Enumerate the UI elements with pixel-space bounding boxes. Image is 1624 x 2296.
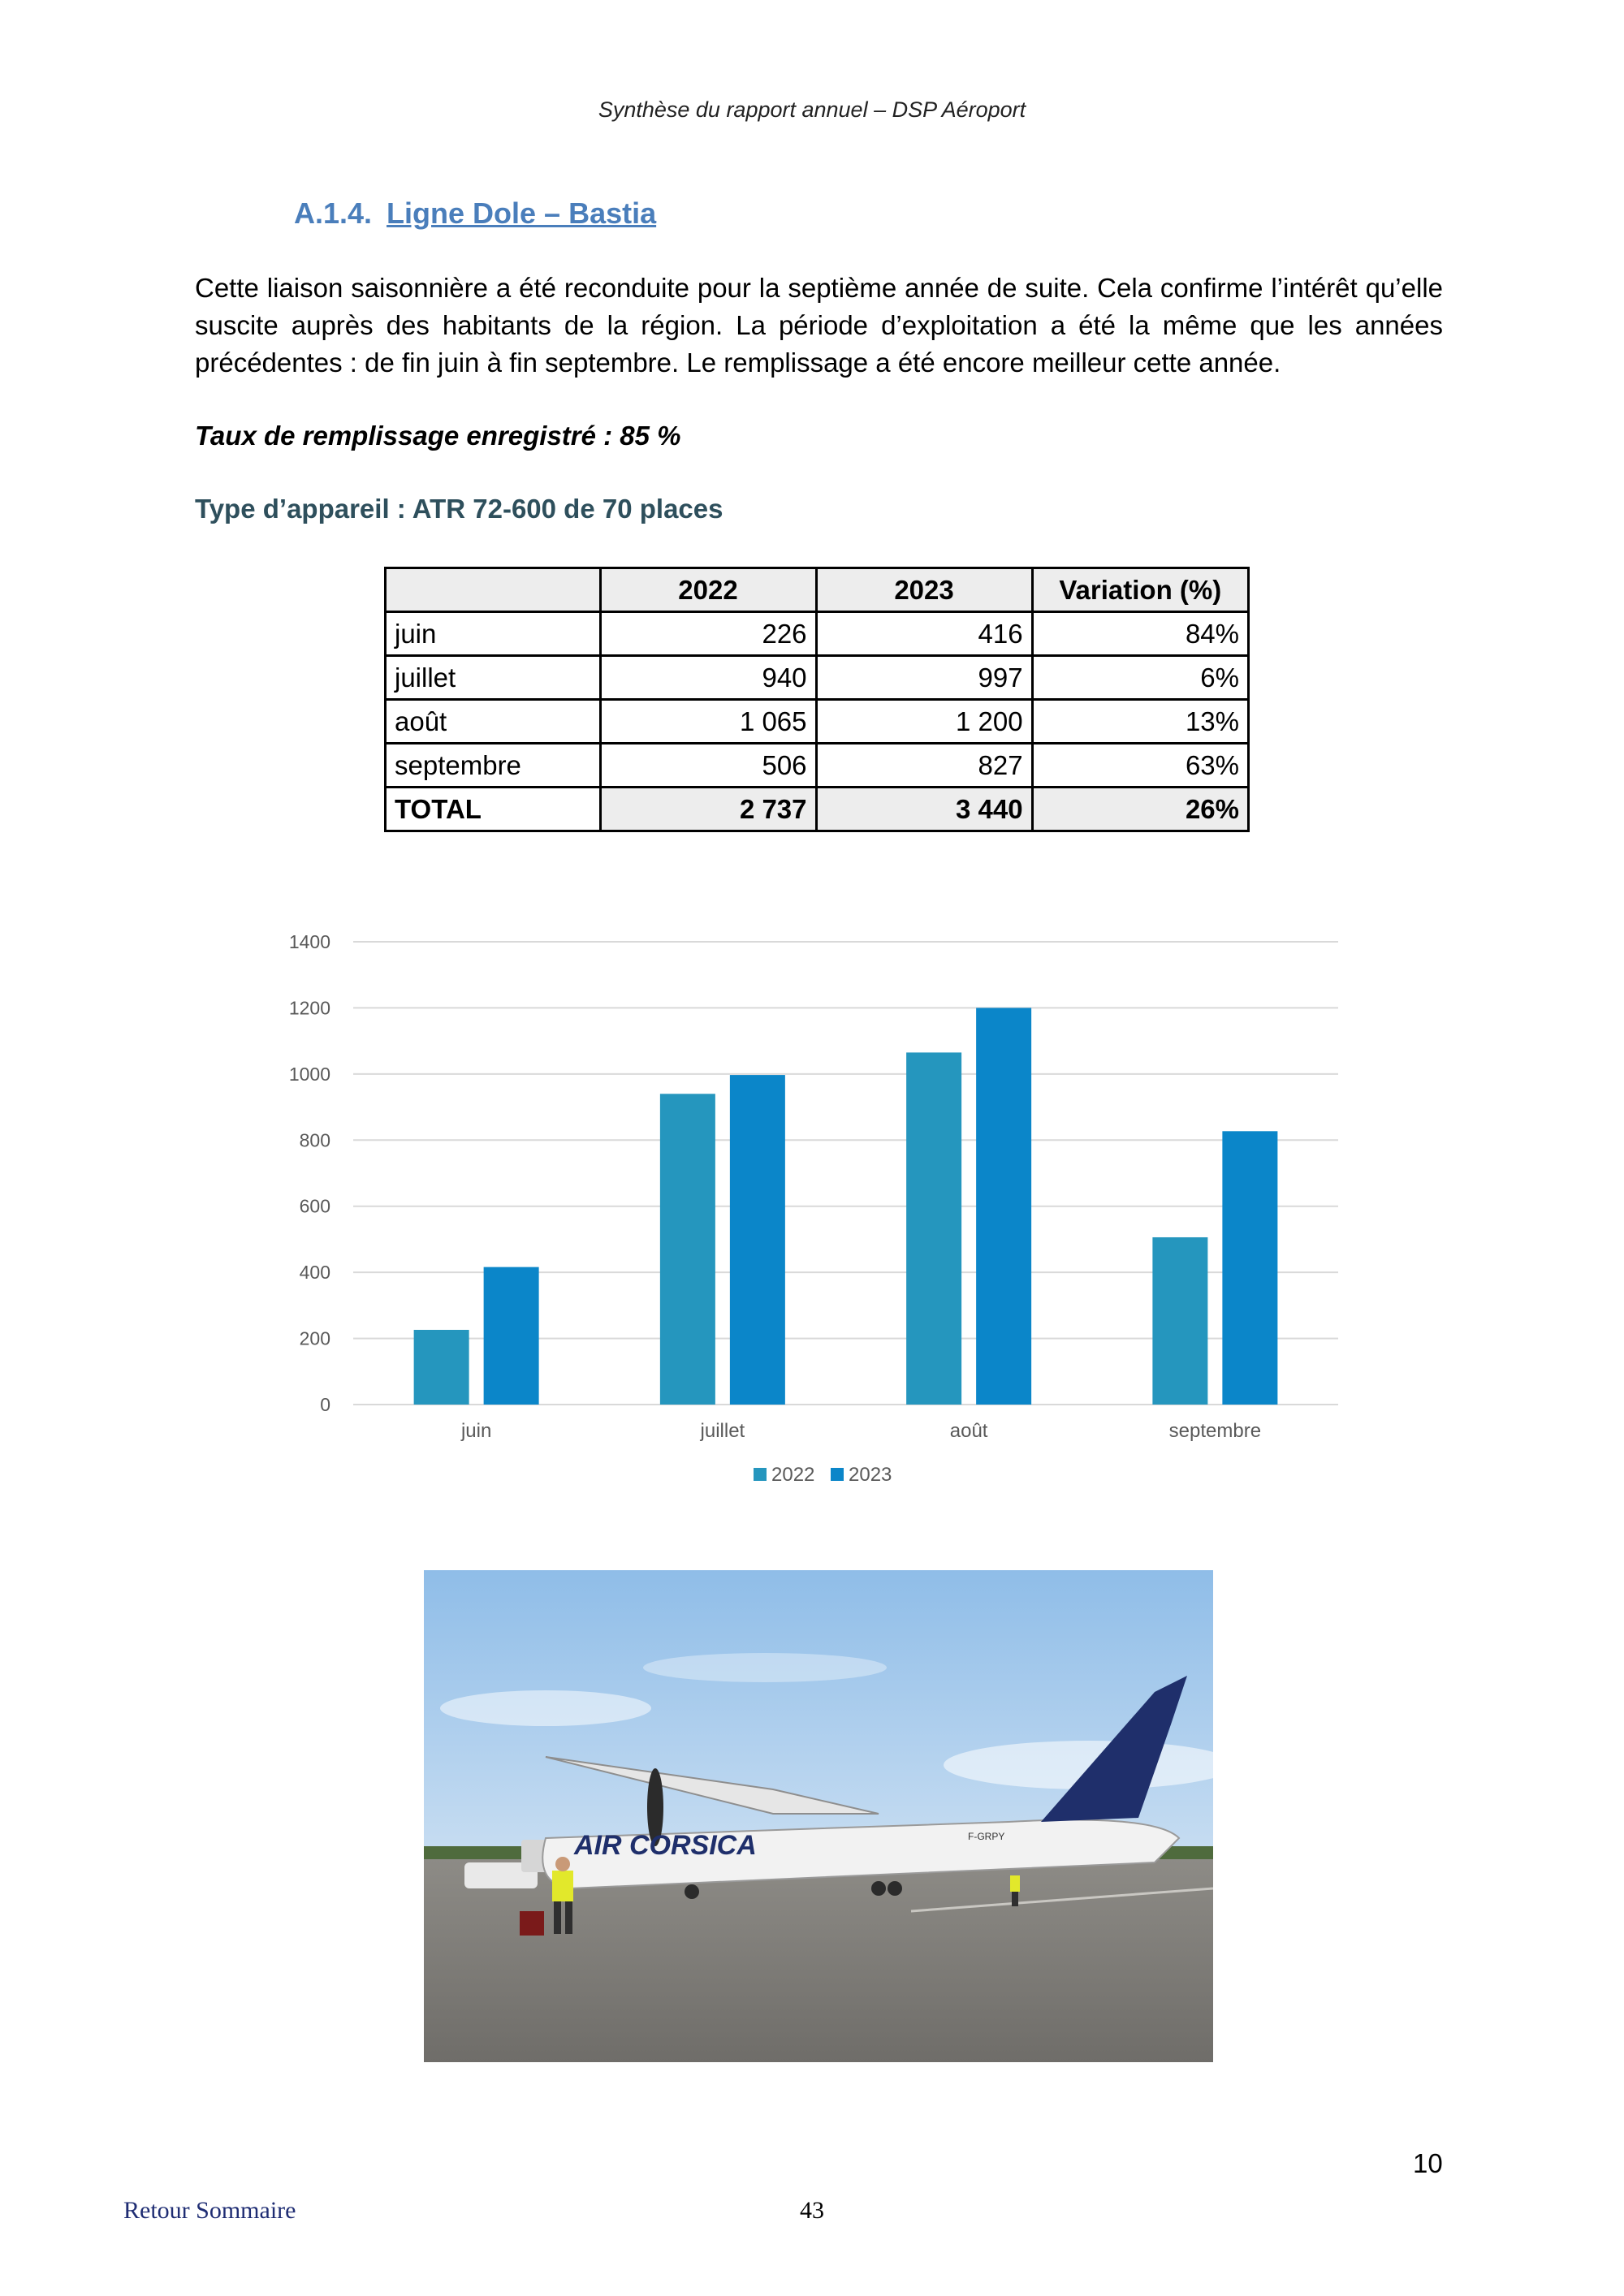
table-cell-month: juillet bbox=[386, 656, 601, 700]
table-cell-2022: 226 bbox=[600, 612, 816, 656]
x-tick-label: août bbox=[949, 1420, 988, 1442]
section-title-link[interactable]: Ligne Dole – Bastia bbox=[387, 196, 657, 230]
footer-page-number: 43 bbox=[800, 2197, 824, 2224]
x-tick-label: septembre bbox=[1168, 1420, 1262, 1442]
table-cell-2023: 1 200 bbox=[816, 700, 1032, 744]
y-tick-label: 1200 bbox=[288, 997, 330, 1019]
y-tick-label: 800 bbox=[299, 1129, 330, 1151]
table-total-2022: 2 737 bbox=[600, 788, 816, 831]
y-tick-label: 200 bbox=[299, 1327, 330, 1349]
back-to-summary-link[interactable]: Retour Sommaire bbox=[123, 2197, 296, 2224]
table-cell-month: août bbox=[386, 700, 601, 744]
table-cell-month: juin bbox=[386, 612, 601, 656]
bar-2023-août bbox=[976, 1008, 1031, 1405]
table-cell-month: septembre bbox=[386, 744, 601, 788]
table-row bbox=[386, 656, 1249, 700]
table-cell-variation: 63% bbox=[1032, 744, 1248, 788]
table-cell-variation: 13% bbox=[1032, 700, 1248, 744]
bar-2023-juillet bbox=[730, 1075, 785, 1405]
y-tick-label: 400 bbox=[299, 1262, 330, 1284]
table-cell-2022: 506 bbox=[600, 744, 816, 788]
table-total-row bbox=[386, 788, 1249, 831]
legend-swatch bbox=[754, 1468, 767, 1481]
bar-2023-juin bbox=[484, 1267, 539, 1405]
legend-label: 2022 bbox=[771, 1464, 815, 1486]
y-tick-label: 600 bbox=[299, 1195, 330, 1217]
table-cell-variation: 84% bbox=[1032, 612, 1248, 656]
section-number: A.1.4. bbox=[294, 196, 373, 230]
table-header-cell: 2022 bbox=[600, 568, 816, 612]
bar-2023-septembre bbox=[1222, 1131, 1277, 1405]
table-header-cell: Variation (%) bbox=[1032, 568, 1248, 612]
page-number: 10 bbox=[1413, 2148, 1443, 2178]
table-cell-2023: 416 bbox=[816, 612, 1032, 656]
fill-rate-text: Taux de remplissage enregistré : 85 % bbox=[195, 421, 681, 451]
table-row bbox=[386, 612, 1249, 656]
table-cell-2022: 940 bbox=[600, 656, 816, 700]
monthly-traffic-bar-chart bbox=[268, 917, 1356, 1502]
legend-swatch bbox=[831, 1468, 844, 1481]
table-total-variation: 26% bbox=[1032, 788, 1248, 831]
table-total-2023: 3 440 bbox=[816, 788, 1032, 831]
table-total-label: TOTAL bbox=[386, 788, 601, 831]
x-tick-label: juillet bbox=[700, 1420, 745, 1442]
y-tick-label: 0 bbox=[320, 1394, 330, 1415]
aircraft-livery-text: AIR CORSICA bbox=[574, 1830, 757, 1861]
aircraft-registration: F-GRPY bbox=[968, 1831, 1005, 1842]
page-header: Synthèse du rapport annuel – DSP Aéroport bbox=[598, 97, 1026, 122]
bar-2022-septembre bbox=[1152, 1237, 1207, 1405]
aircraft-photo bbox=[424, 1570, 1213, 2062]
bar-2022-juillet bbox=[660, 1094, 715, 1405]
x-tick-label: juin bbox=[460, 1420, 492, 1442]
table-header-row bbox=[386, 568, 1249, 612]
bar-2022-août bbox=[906, 1052, 961, 1405]
table-row bbox=[386, 744, 1249, 788]
table-header-cell bbox=[386, 568, 601, 612]
aircraft-type-text: Type d’appareil : ATR 72-600 de 70 places bbox=[195, 494, 723, 524]
y-tick-label: 1400 bbox=[288, 931, 330, 952]
legend-label: 2023 bbox=[849, 1464, 892, 1486]
y-tick-label: 1000 bbox=[288, 1063, 330, 1085]
tarmac bbox=[424, 1859, 1213, 2062]
table-row bbox=[386, 700, 1249, 744]
table-cell-2022: 1 065 bbox=[600, 700, 816, 744]
table-cell-2023: 827 bbox=[816, 744, 1032, 788]
table-header-cell: 2023 bbox=[816, 568, 1032, 612]
section-heading bbox=[294, 196, 656, 231]
bar-2022-juin bbox=[414, 1330, 469, 1405]
traffic-table bbox=[384, 567, 1250, 832]
table-cell-2023: 997 bbox=[816, 656, 1032, 700]
intro-paragraph: Cette liaison saisonnière a été reconduite pour la septième année de suite. Cela confirme l’intérêt qu’elle suscite auprès des habitants de la région. La période d’exploitation a été la même que les années précédentes : de fin juin à fin septembre. Le remplissage a été encore meilleur cette année. bbox=[195, 273, 1443, 378]
table-cell-variation: 6% bbox=[1032, 656, 1248, 700]
